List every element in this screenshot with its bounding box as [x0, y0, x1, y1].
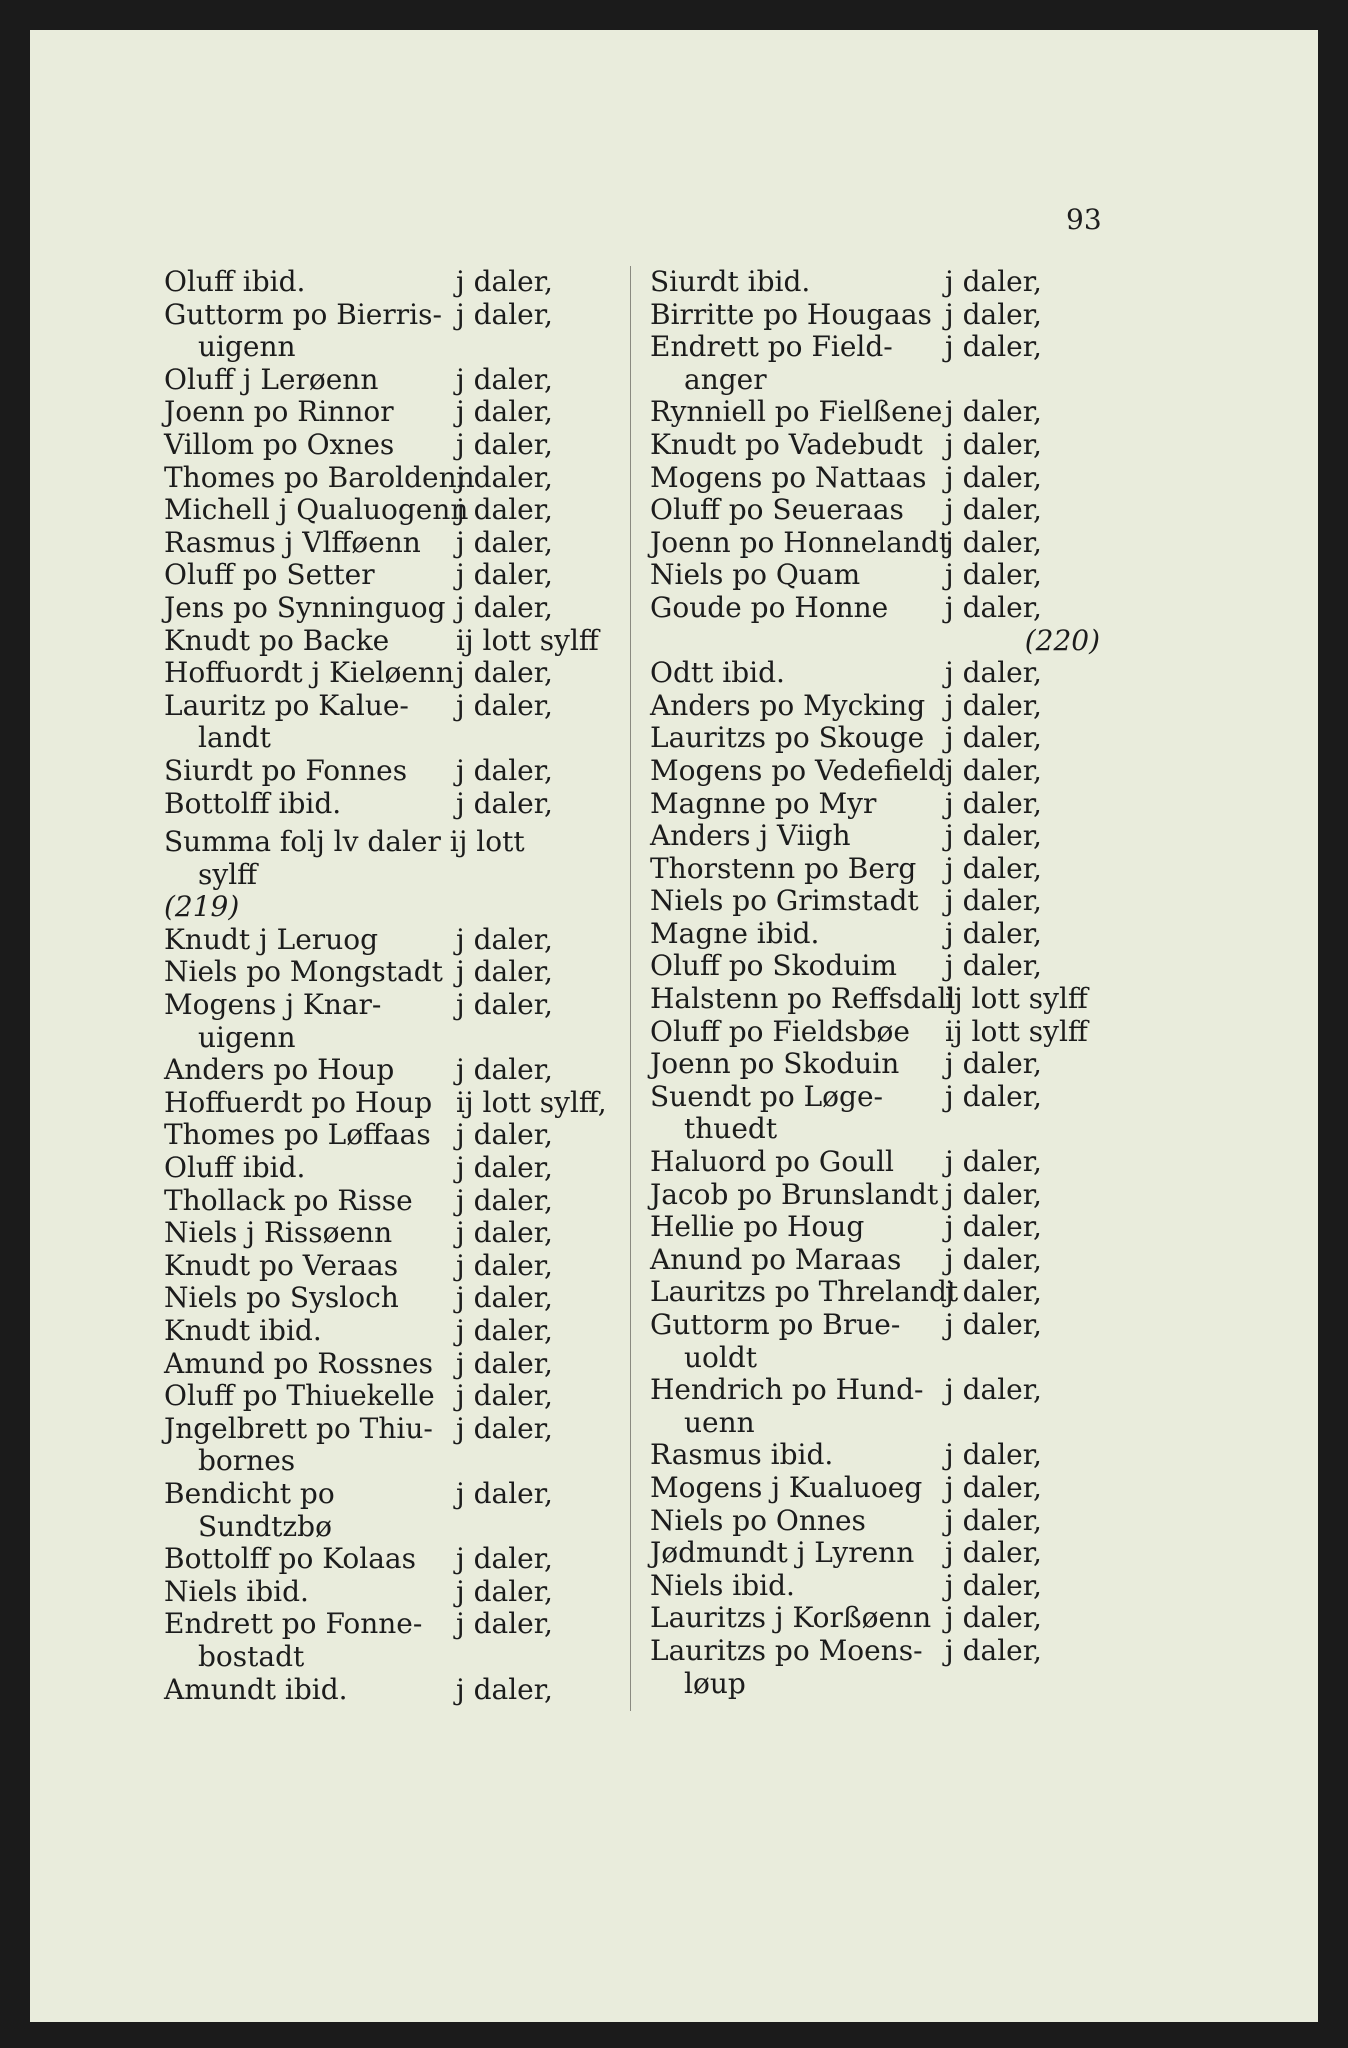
entry-amount: j daler,	[945, 1373, 1042, 1407]
entry-name: Oluff j Lerøenn	[164, 362, 379, 396]
entry-amount: j daler,	[456, 656, 553, 690]
entry-amount: j daler,	[945, 590, 1042, 624]
entry-amount: j daler,	[945, 884, 1042, 918]
entry-name: Villom po Oxnes	[164, 427, 395, 461]
entry-amount: j daler,	[945, 1275, 1042, 1309]
entry-name-continuation: Sundtzbø	[198, 1509, 332, 1543]
ledger-entry	[650, 1505, 1100, 1538]
entry-amount: j daler,	[456, 1607, 553, 1641]
entry-amount: j daler,	[945, 1308, 1042, 1341]
entry-amount: j daler,	[456, 1281, 553, 1315]
column-divider	[630, 266, 631, 1711]
entry-amount: j daler,	[456, 1379, 553, 1413]
ledger-entry	[164, 924, 624, 957]
left-entries-b	[164, 924, 624, 1706]
entry-amount: j daler,	[456, 460, 553, 494]
entry-amount: j daler,	[945, 1601, 1042, 1635]
ledger-entry	[650, 983, 1100, 1016]
entry-name: Halstenn po Reffsdall	[650, 982, 956, 1016]
ledger-entry	[164, 1608, 624, 1641]
right-entries-a	[650, 266, 1100, 625]
ledger-entry	[650, 1570, 1100, 1603]
summa-continuation: sylff	[198, 857, 258, 891]
ledger-entry	[164, 1185, 624, 1218]
ledger-entry	[650, 853, 1100, 886]
ledger-entry	[650, 1472, 1100, 1505]
left-column	[164, 266, 624, 1706]
ledger-entry	[650, 559, 1100, 592]
entry-amount: j daler,	[456, 1314, 553, 1347]
ledger-entry	[164, 1315, 624, 1348]
ledger-entry	[650, 722, 1100, 755]
entry-amount: j daler,	[945, 558, 1042, 592]
entry-name-continuation: bostadt	[198, 1639, 305, 1673]
entry-name-continuation: uigenn	[198, 330, 296, 364]
ledger-entry	[164, 755, 624, 788]
ledger-entry	[650, 1439, 1100, 1472]
entry-name-continuation: uigenn	[198, 1020, 296, 1054]
entry-amount: j daler,	[456, 558, 553, 592]
ledger-entry	[164, 559, 624, 592]
entry-amount: j daler,	[456, 1574, 553, 1608]
entry-amount: ij lott sylff,	[456, 1085, 607, 1119]
entry-amount: j daler,	[456, 362, 553, 396]
entry-amount: j daler,	[945, 460, 1042, 494]
ledger-entry	[650, 527, 1100, 560]
entry-amount: j daler,	[945, 1242, 1042, 1276]
entry-name: Rasmus ibid.	[650, 1438, 834, 1472]
entry-amount: j daler,	[945, 1177, 1042, 1211]
entry-amount: j daler,	[456, 590, 553, 624]
entry-name: Oluff po Seueraas	[650, 493, 904, 527]
entry-name: Jødmundt j Lyrenn	[650, 1536, 915, 1570]
entry-amount: j daler,	[945, 721, 1042, 755]
entry-name: Niels po Mongstadt	[164, 955, 443, 989]
ledger-entry	[164, 989, 624, 1022]
entry-amount: j daler,	[456, 1476, 553, 1510]
entry-name: Hoffuordt j Kieløenn	[164, 656, 454, 690]
entry-amount: j daler,	[456, 1411, 553, 1445]
summa-line: Summa folj lv daler ij lott	[164, 825, 525, 859]
ledger-entry	[164, 1413, 624, 1446]
ledger-entry	[164, 956, 624, 989]
ledger-entry	[650, 755, 1100, 788]
entry-amount: j daler,	[456, 1151, 553, 1185]
ledger-entry	[650, 1081, 1100, 1114]
ledger-entry	[650, 1635, 1100, 1668]
ledger-entry	[650, 299, 1100, 332]
entry-amount: j daler,	[945, 753, 1042, 787]
entry-name: Oluff ibid.	[164, 265, 306, 298]
entry-amount: j daler,	[456, 1183, 553, 1217]
entry-amount: j daler,	[945, 916, 1042, 950]
entry-name: Anders po Houp	[164, 1053, 395, 1087]
entry-amount: j daler,	[456, 753, 553, 787]
entry-amount: j daler,	[945, 851, 1042, 885]
ledger-entry	[164, 625, 624, 658]
ledger-entry	[164, 396, 624, 429]
ledger-entry	[650, 657, 1100, 690]
ledger-entry	[164, 266, 624, 299]
ledger-entry	[650, 1537, 1100, 1570]
entry-amount: j daler,	[456, 1216, 553, 1250]
entry-name: Mogens po Vedefield	[650, 753, 946, 787]
ledger-entry	[650, 592, 1100, 625]
entry-name-continuation: landt	[198, 721, 271, 755]
entry-amount: j daler,	[456, 922, 553, 956]
entry-amount: j daler,	[456, 493, 553, 527]
ledger-entry	[650, 1211, 1100, 1244]
entry-amount: ij lott sylff	[945, 982, 1088, 1016]
entry-amount: j daler,	[945, 525, 1042, 559]
ledger-entry	[650, 429, 1100, 462]
entry-name: Joenn po Rinnor	[164, 395, 394, 429]
ledger-entry	[164, 1217, 624, 1250]
entry-name: Niels po Quam	[650, 558, 861, 592]
ledger-entry	[164, 1152, 624, 1185]
left-entries-a	[164, 266, 624, 820]
entry-name: Niels po Grimstadt	[650, 884, 919, 918]
right-entries-b	[650, 657, 1100, 1700]
entry-name-continuation: bornes	[198, 1444, 296, 1478]
entry-name: Mogens j Knar-	[164, 988, 382, 1022]
entry-amount: j daler,	[945, 1438, 1042, 1472]
entry-name: Knudt po Vadebudt	[650, 427, 923, 461]
ledger-entry	[164, 1348, 624, 1381]
ledger-entry	[164, 1087, 624, 1120]
entry-amount: j daler,	[945, 395, 1042, 429]
entry-name: Bottolff po Kolaas	[164, 1542, 416, 1576]
entry-name: Siurdt ibid.	[650, 265, 811, 298]
entry-name: Siurdt po Fonnes	[164, 753, 408, 787]
entry-name: Jacob po Brunslandt	[650, 1177, 939, 1211]
entry-amount: j daler,	[945, 427, 1042, 461]
ledger-entry	[164, 1674, 624, 1707]
right-column	[650, 266, 1100, 1700]
entry-name: Joenn po Honnelandt	[650, 525, 951, 559]
entry-name: Lauritz po Kalue-	[164, 688, 409, 722]
entry-name: Guttorm po Bierris-	[164, 297, 442, 331]
entry-name-continuation: anger	[684, 362, 767, 396]
entry-name: Endrett po Field-	[650, 330, 893, 364]
entry-name: Anders j Viigh	[650, 819, 851, 853]
entry-name: Anders po Mycking	[650, 688, 926, 722]
ledger-entry	[164, 1576, 624, 1609]
entry-name: Bottolff ibid.	[164, 786, 342, 820]
entry-name: Oluff po Fieldsbøe	[650, 1014, 910, 1048]
ledger-entry	[650, 918, 1100, 951]
entry-name: Oluff po Setter	[164, 558, 375, 592]
entry-amount: j daler,	[456, 688, 553, 722]
ledger-entry	[164, 657, 624, 690]
entry-name: Knudt ibid.	[164, 1314, 322, 1347]
entry-amount: j daler,	[456, 1248, 553, 1282]
entry-amount: j daler,	[945, 1079, 1042, 1113]
entry-name: Joenn po Skoduin	[650, 1047, 900, 1081]
ledger-entry	[164, 527, 624, 560]
entry-name-continuation: uoldt	[684, 1340, 758, 1374]
entry-amount: j daler,	[945, 786, 1042, 820]
entry-name: Jngelbrett po Thiu-	[164, 1411, 433, 1445]
entry-name: Knudt j Leruog	[164, 922, 379, 956]
entry-name: Lauritzs po Moens-	[650, 1633, 923, 1667]
ledger-entry	[650, 885, 1100, 918]
entry-amount: j daler,	[945, 1568, 1042, 1602]
document-page	[30, 30, 1318, 2022]
ledger-entry	[650, 950, 1100, 983]
ledger-entry	[164, 788, 624, 821]
ledger-entry	[164, 690, 624, 723]
entry-name: Anund po Maraas	[650, 1242, 902, 1276]
entry-amount: j daler,	[456, 525, 553, 559]
entry-amount: j daler,	[456, 786, 553, 820]
entry-name: Lauritzs po Skouge	[650, 721, 925, 755]
ledger-entry	[650, 1146, 1100, 1179]
entry-amount: j daler,	[456, 265, 553, 298]
ledger-entry	[650, 462, 1100, 495]
ledger-entry	[164, 1282, 624, 1315]
entry-name: Hoffuerdt po Houp	[164, 1085, 433, 1119]
entry-name: Haluord po Goull	[650, 1145, 895, 1179]
entry-name: Hellie po Houg	[650, 1210, 865, 1244]
entry-name: Thomes po Løffaas	[164, 1118, 431, 1152]
entry-amount: j daler,	[945, 1470, 1042, 1504]
entry-name: Magnne po Myr	[650, 786, 877, 820]
entry-amount: j daler,	[945, 1145, 1042, 1179]
entry-amount: j daler,	[456, 1672, 553, 1706]
entry-amount: j daler,	[456, 395, 553, 429]
entry-name: Birritte po Hougaas	[650, 297, 932, 331]
ledger-entry	[650, 396, 1100, 429]
ledger-entry	[164, 592, 624, 625]
entry-name: Michell j Qualuogenn	[164, 493, 469, 527]
entry-name: Knudt po Veraas	[164, 1248, 399, 1282]
entry-name: Niels j Rissøenn	[164, 1216, 393, 1250]
entry-name: Thomes po Baroldenn	[164, 460, 475, 494]
entry-amount: j daler,	[456, 297, 553, 331]
entry-name: Oluff po Thiuekelle	[164, 1379, 435, 1413]
ledger-entry	[650, 494, 1100, 527]
page-reference-right: (220)	[1024, 623, 1100, 657]
entry-name: Mogens po Nattaas	[650, 460, 927, 494]
ledger-entry	[164, 429, 624, 462]
entry-name: Lauritzs po Threlandt	[650, 1275, 959, 1309]
entry-amount: j daler,	[456, 955, 553, 989]
entry-amount: j daler,	[945, 1210, 1042, 1244]
entry-name: Bendicht po	[164, 1476, 335, 1510]
entry-amount: j daler,	[945, 265, 1042, 298]
ledger-entry	[650, 1276, 1100, 1309]
entry-name: Mogens j Kualuoeg	[650, 1470, 923, 1504]
entry-amount: ij lott sylff	[456, 623, 599, 657]
ledger-entry	[164, 1380, 624, 1413]
entry-name: Oluff ibid.	[164, 1151, 306, 1185]
entry-amount: j daler,	[945, 1047, 1042, 1081]
entry-name: Suendt po Løge-	[650, 1079, 883, 1113]
entry-name: Endrett po Fonne-	[164, 1607, 423, 1641]
ledger-entry	[650, 1602, 1100, 1635]
entry-name-continuation: uenn	[684, 1405, 755, 1439]
entry-amount: j daler,	[945, 819, 1042, 853]
entry-amount: j daler,	[945, 1503, 1042, 1537]
entry-name: Rynniell po Fielßene	[650, 395, 943, 429]
ledger-entry	[650, 1374, 1100, 1407]
entry-amount: j daler,	[456, 427, 553, 461]
entry-name: Magne ibid.	[650, 916, 820, 950]
ledger-entry	[164, 364, 624, 397]
entry-amount: j daler,	[945, 330, 1042, 364]
entry-name: Rasmus j Vlfføenn	[164, 525, 421, 559]
entry-name: Niels ibid.	[650, 1568, 795, 1602]
ledger-entry	[650, 1048, 1100, 1081]
entry-name: Amundt ibid.	[164, 1672, 348, 1706]
ledger-entry	[650, 1179, 1100, 1212]
ledger-entry	[650, 331, 1100, 364]
page-reference-left: (219)	[164, 890, 240, 924]
entry-amount: j daler,	[945, 949, 1042, 983]
ledger-entry	[650, 820, 1100, 853]
entry-name-continuation: løup	[684, 1666, 746, 1700]
entry-amount: j daler,	[945, 656, 1042, 690]
page-number: 93	[1066, 203, 1102, 236]
entry-name: Niels po Sysloch	[164, 1281, 399, 1315]
ledger-entry	[650, 266, 1100, 299]
entry-amount: j daler,	[945, 1633, 1042, 1667]
ledger-entry	[164, 1478, 624, 1511]
ledger-entry	[650, 1309, 1100, 1342]
ledger-entry	[650, 1016, 1100, 1049]
entry-name: Niels ibid.	[164, 1574, 309, 1608]
entry-amount: j daler,	[456, 988, 553, 1022]
ledger-entry	[164, 1054, 624, 1087]
entry-name: Guttorm po Brue-	[650, 1308, 901, 1341]
entry-name: Thorstenn po Berg	[650, 851, 917, 885]
ledger-entry	[164, 1543, 624, 1576]
entry-amount: j daler,	[945, 297, 1042, 331]
entry-name: Odtt ibid.	[650, 656, 785, 690]
entry-name: Goude po Honne	[650, 590, 889, 624]
entry-name: Hendrich po Hund-	[650, 1373, 924, 1407]
ledger-entry	[164, 299, 624, 332]
entry-amount: j daler,	[456, 1118, 553, 1152]
ledger-entry	[650, 1244, 1100, 1277]
entry-name: Thollack po Risse	[164, 1183, 413, 1217]
entry-amount: ij lott sylff	[945, 1014, 1088, 1048]
entry-name: Jens po Synninguog	[164, 590, 446, 624]
entry-name: Niels po Onnes	[650, 1503, 866, 1537]
entry-name-continuation: thuedt	[684, 1112, 778, 1146]
ledger-entry	[164, 494, 624, 527]
entry-name: Amund po Rossnes	[164, 1346, 433, 1380]
entry-amount: j daler,	[945, 493, 1042, 527]
entry-amount: j daler,	[945, 1536, 1042, 1570]
entry-amount: j daler,	[456, 1542, 553, 1576]
ledger-entry	[164, 1250, 624, 1283]
ledger-entry	[164, 462, 624, 495]
ledger-entry	[650, 690, 1100, 723]
ledger-entry	[650, 788, 1100, 821]
entry-amount: j daler,	[456, 1053, 553, 1087]
entry-name: Lauritzs j Korßøenn	[650, 1601, 932, 1635]
entry-name: Knudt po Backe	[164, 623, 390, 657]
entry-amount: j daler,	[456, 1346, 553, 1380]
entry-name: Oluff po Skoduim	[650, 949, 897, 983]
entry-amount: j daler,	[945, 688, 1042, 722]
ledger-entry	[164, 1119, 624, 1152]
